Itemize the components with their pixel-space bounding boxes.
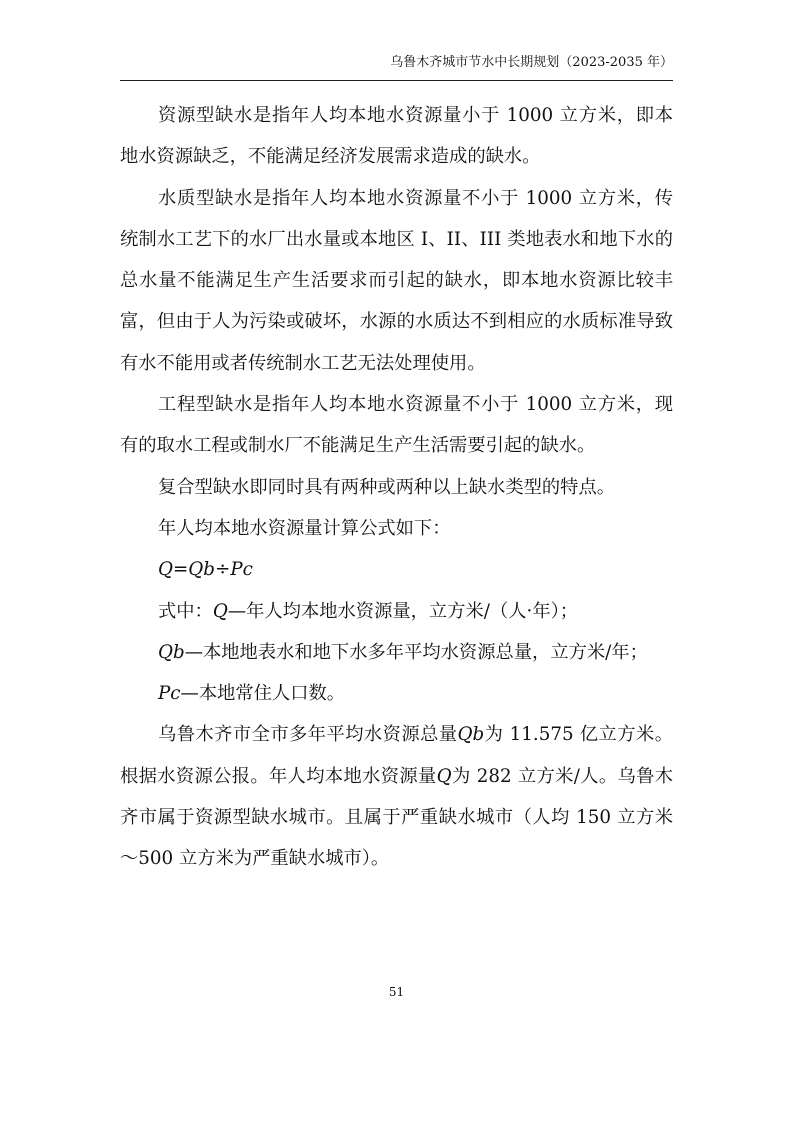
symbol-q: Q <box>212 600 228 622</box>
definition-q-text: —年人均本地水资源量，立方米/（人·年）； <box>227 600 579 622</box>
conclusion-part-1: 乌鲁木齐市全市多年平均水资源总量 <box>158 724 458 746</box>
paragraph-conclusion <box>120 714 673 879</box>
running-header: 乌鲁木齐城市节水中长期规划（2023-2035 年） <box>390 55 673 70</box>
document-body <box>120 95 673 880</box>
definition-pc <box>120 673 673 714</box>
conclusion-symbol-q: Q <box>436 765 452 787</box>
header-divider <box>120 80 673 81</box>
definition-qb-text: —本地地表水和地下水多年平均水资源总量，立方米/年； <box>184 641 648 663</box>
definition-q <box>120 591 673 632</box>
definition-qb <box>120 632 673 673</box>
formula-line <box>120 549 673 590</box>
conclusion-symbol-qb: Qb <box>457 724 485 746</box>
definition-prefix: 式中： <box>158 600 213 622</box>
paragraph-formula-intro: 年人均本地水资源量计算公式如下： <box>158 517 451 539</box>
paragraph-compound-shortage: 复合型缺水即同时具有两种或两种以上缺水类型的特点。 <box>158 476 616 498</box>
definition-pc-text: —本地常住人口数。 <box>180 683 346 705</box>
formula: Q=Qb÷Pc <box>158 559 253 581</box>
symbol-pc: Pc <box>158 683 181 705</box>
page-number: 51 <box>388 985 405 999</box>
symbol-qb: Qb <box>158 641 185 663</box>
paragraph-engineering-shortage: 工程型缺水是指年人均本地水资源量不小于 1000 立方米，现有的取水工程或制水厂不能满足生产生活需要引起的缺水。 <box>120 394 673 457</box>
paragraph-resource-shortage: 资源型缺水是指年人均本地水资源量小于 1000 立方米，即本地水资源缺乏，不能满足经济发展需求造成的缺水。 <box>120 105 673 168</box>
conclusion-part-3: 为 282 立方米/人。乌鲁木齐市属于资源型缺水城市。且属于严重缺水城市（人均 150 立方米～500 立方米为严重缺水城市）。 <box>120 765 673 870</box>
conclusion-part-2: 为 11.575 亿立方米。根据水资源公报。年人均本地水资源量 <box>120 724 674 787</box>
paragraph-quality-shortage: 水质型缺水是指年人均本地水资源量不小于 1000 立方米，传统制水工艺下的水厂出水量或本地区 I、II、III 类地表水和地下水的总水量不能满足生产生活要求而引起的缺水，即本地水资源比较丰富，但由于人为污染或破坏，水源的水质达不到相应的水质标准导致有水不能用或者传统制水工艺无法处理使用。 <box>120 187 673 374</box>
